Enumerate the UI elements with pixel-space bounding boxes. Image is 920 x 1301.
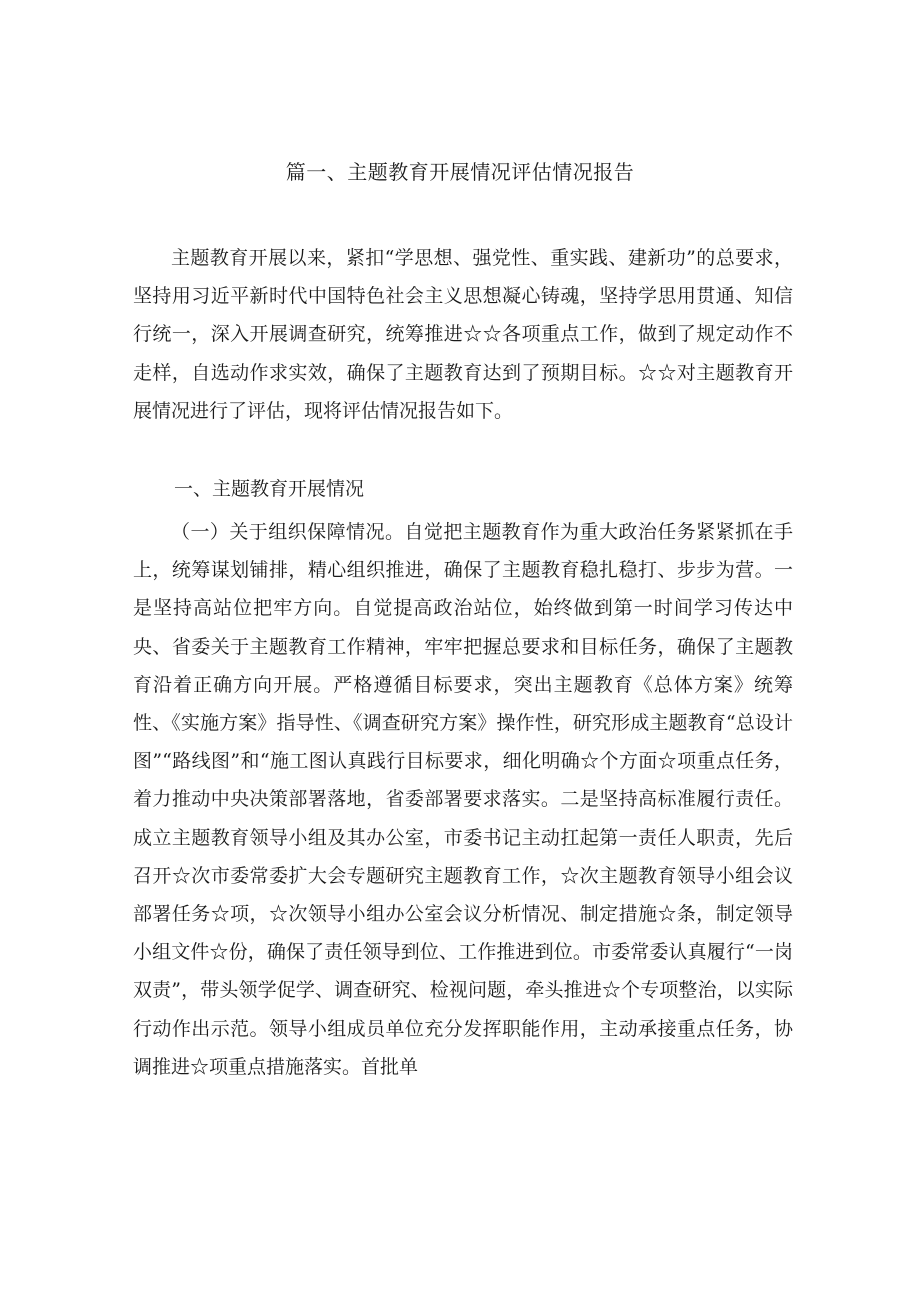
section-heading: 一、主题教育开展情况 (174, 478, 365, 500)
intro-paragraph: 主题教育开展以来，紧扣“学思想、强党性、重实践、建新功”的总要求，坚持用习近平新时代中国特色社会主义思想凝心铸魂，坚持学思用贯通、知信行统一，深入开展调查研究，统筹推进☆☆各项重点工作，做到了规定动作不走样，自选动作求实效，确保了主题教育达到了预期目标。☆☆对主题教育开展情况进行了评估，现将评估情况报告如下。 (133, 247, 793, 422)
section-paragraph: （一）关于组织保障情况。自觉把主题教育作为重大政治任务紧紧抓在手上，统筹谋划铺排，精心组织推进，确保了主题教育稳扎稳打、步步为营。一是坚持高站位把牢方向。自觉提高政治站位，始终做到第一时间学习传达中央、省委关于主题教育工作精神，牢牢把握总要求和目标任务，确保了主题教育沿着正确方向开展。严格遵循目标要求，突出主题教育《总体方案》统筹性、《实施方案》指导性、《调查研究方案》操作性，研究形成主题教育“总设计图”“路线图”和“施工图认真践行目标要求，细化明确☆个方面☆项重点任务，着力推动中央决策部署落地，省委部署要求落实。二是坚持高标准履行责任。成立主题教育领导小组及其办公室，市委书记主动扛起第一责任人职责，先后召开☆次市委常委扩大会专题研究主题教育工作，☆次主题教育领导小组会议部署任务☆项，☆次领导小组办公室会议分析情况、制定措施☆条，制定领导小组文件☆份，确保了责任领导到位、工作推进到位。市委常委认真履行“一岗双责”，带头领学促学、调查研究、检视问题，牵头推进☆个专项整治，以实际行动作出示范。领导小组成员单位充分发挥职能作用，主动承接重点任务，协调推进☆项重点措施落实。首批单 (133, 521, 793, 1078)
section-block (133, 513, 793, 1086)
document-title: 篇一、主题教育开展情况评估情况报告 (285, 160, 635, 184)
intro-block (133, 239, 793, 430)
